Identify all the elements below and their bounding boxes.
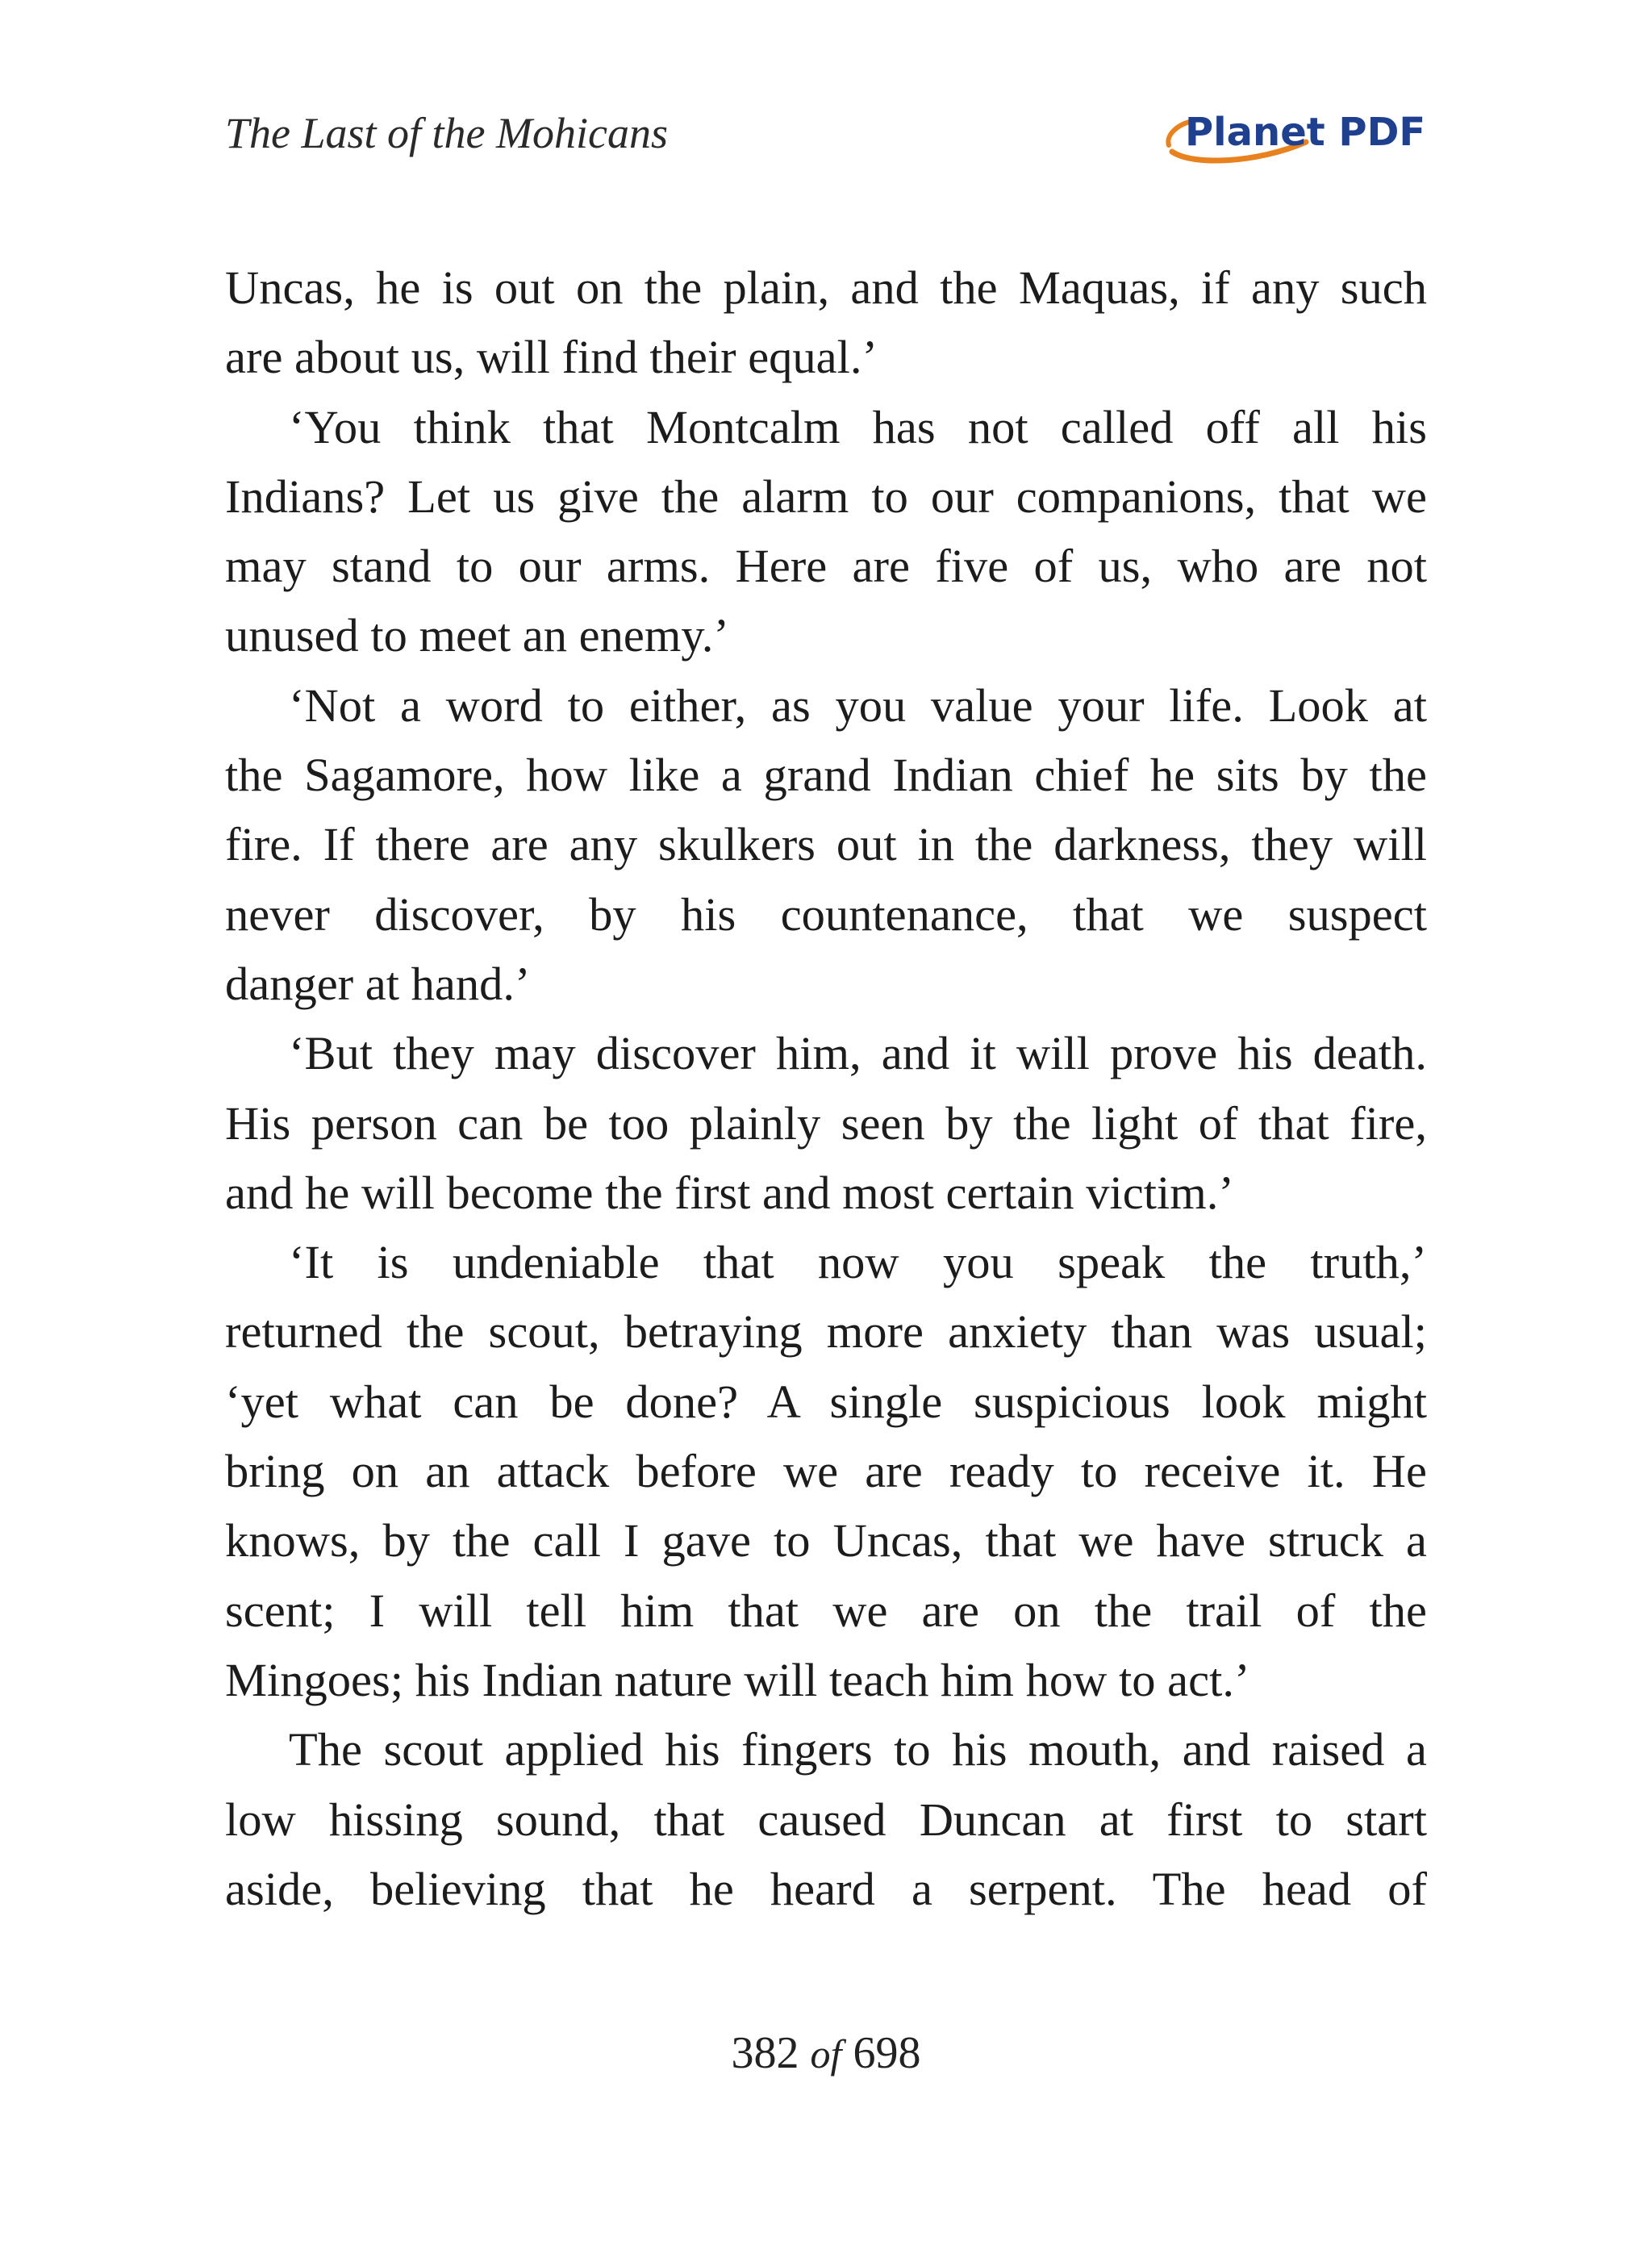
of-label: of [810, 2031, 842, 2077]
text-line: fire. If there are any skulkers out in the darkness, they will [225, 818, 1427, 871]
text-line: and he will become the first and most certain victim.’ [225, 1166, 1234, 1219]
text-line: low hissing sound, that caused Duncan at first to start [225, 1793, 1427, 1846]
text-line: knows, by the call I gave to Uncas, that we have struck a [225, 1514, 1427, 1567]
text-line: ‘Not a word to either, as you value your life. Look at [289, 678, 1427, 732]
text-line: Indians? Let us give the alarm to our companions, that we [225, 470, 1427, 523]
text-line: unused to meet an enemy.’ [225, 609, 729, 662]
text-line: ‘You think that Montcalm has not called off all his [289, 400, 1427, 453]
text-line: returned the scout, betraying more anxiety than was usual; [225, 1305, 1427, 1359]
text-line: never discover, by his countenance, that we suspect [225, 887, 1427, 941]
text-line: bring on an attack before we are ready to receive it. He [225, 1445, 1427, 1498]
page-number [0, 2025, 1652, 2082]
planet-pdf-logo [1161, 103, 1427, 168]
page-header [225, 105, 1427, 169]
total-pages: 698 [853, 2028, 921, 2078]
svg-text:Planet PDF: Planet PDF [1185, 110, 1426, 155]
text-line: are about us, will find their equal.’ [225, 331, 878, 384]
text-line: The scout applied his fingers to his mouth, and raised a [289, 1723, 1427, 1776]
current-page: 382 [731, 2028, 799, 2078]
text-line: may stand to our arms. Here are five of us, who are not [225, 540, 1427, 593]
text-line: the Sagamore, how like a grand Indian chief he sits by the [225, 749, 1427, 802]
text-line: His person can be too plainly seen by the light of that fire, [225, 1096, 1427, 1150]
text-line: ‘It is undeniable that now you speak the truth,’ [289, 1236, 1427, 1289]
text-line: Mingoes; his Indian nature will teach him how to act.’ [225, 1653, 1250, 1706]
text-line: ‘yet what can be done? A single suspicious look might [225, 1375, 1427, 1428]
text-line: scent; I will tell him that we are on the trail of the [225, 1584, 1427, 1637]
page-text [225, 253, 1427, 1924]
text-line: Uncas, he is out on the plain, and the Maquas, if any such [225, 261, 1427, 314]
book-title: The Last of the Mohicans [225, 109, 668, 157]
text-line: aside, believing that he heard a serpent. The head of [225, 1862, 1427, 1915]
text-line: danger at hand.’ [225, 957, 531, 1010]
text-line: ‘But they may discover him, and it will prove his death. [289, 1027, 1427, 1080]
